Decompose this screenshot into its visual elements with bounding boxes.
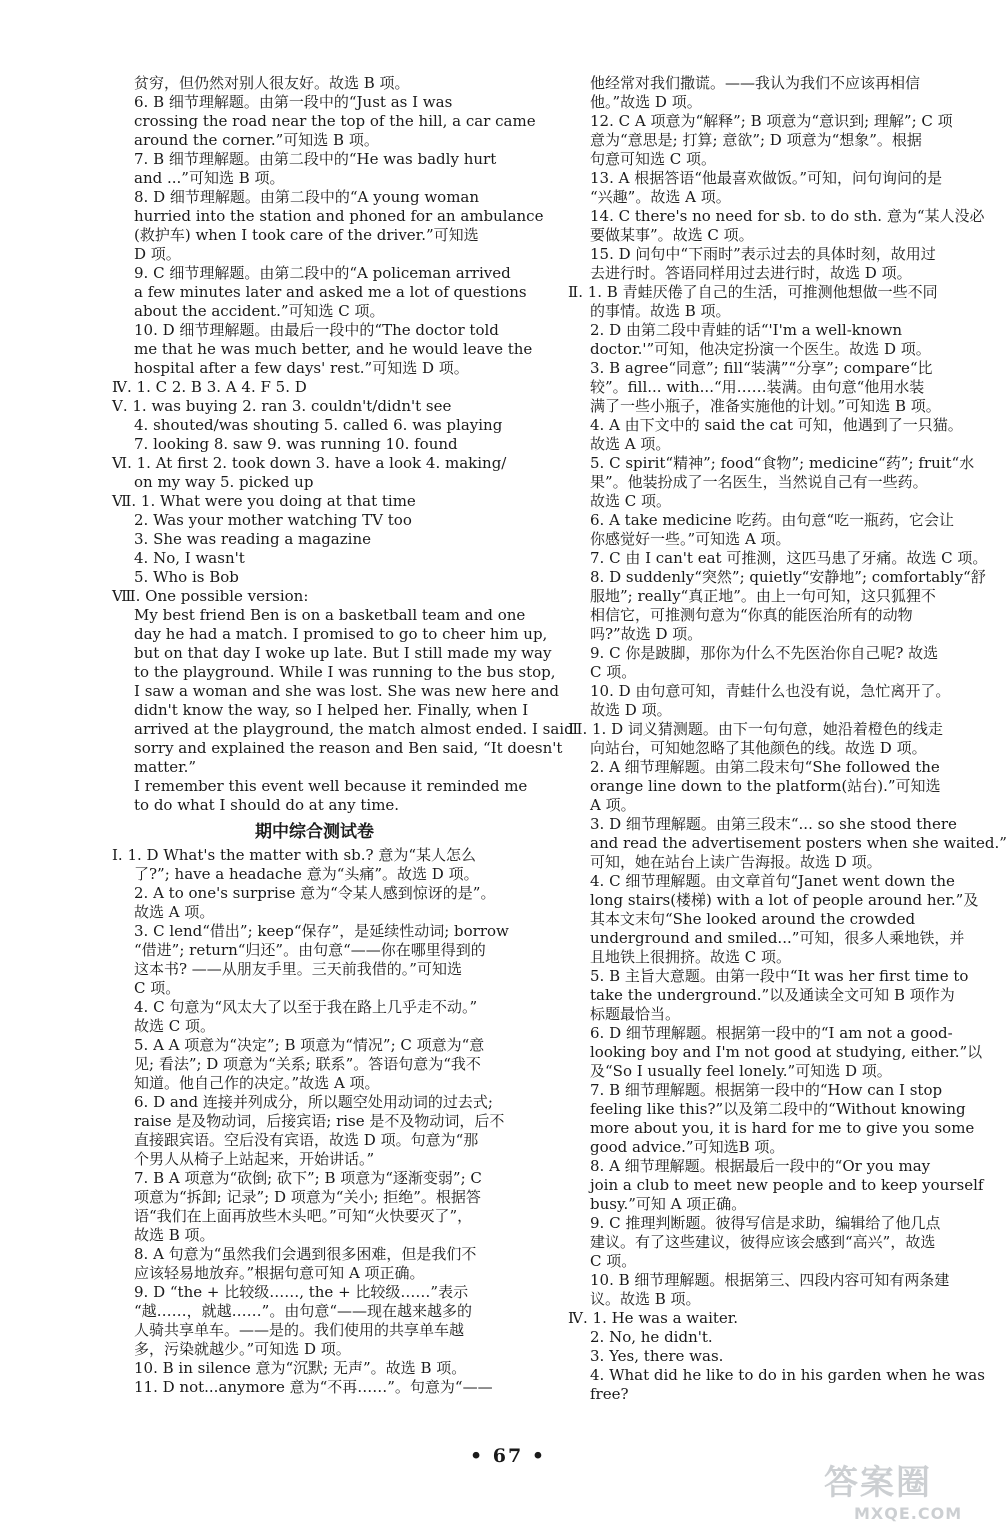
text-line: 6. B 细节理解题。由第一段中的“Just as I was [134, 93, 453, 111]
text-line: (救护车) when I took care of the driver.”可知选 [134, 226, 479, 244]
text-line: and read the advertisement posters when she waited.” [590, 834, 1007, 852]
text-line: 果”。他装扮成了一名医生，当然说自己有一些药。 [590, 473, 928, 491]
section-title: 期中综合测试卷 [255, 822, 374, 842]
text-line: 故选 A 项。 [590, 435, 671, 453]
text-line: about the accident.”可知选 C 项。 [134, 302, 385, 320]
text-line: Ⅲ. 1. D 词义猜测题。由下一句句意，她沿着橙色的线走 [568, 720, 943, 738]
text-line: to the playground. While I was running to the bus stop, [134, 663, 556, 681]
text-line: 了?”; have a headache 意为“头痛”。故选 D 项。 [134, 865, 479, 883]
text-line: 故选 C 项。 [134, 1017, 216, 1035]
text-line: good advice.”可知选B 项。 [590, 1138, 785, 1156]
text-line: 其本文末句“She looked around the crowded [590, 910, 916, 928]
text-line: Ⅴ. 1. was buying 2. ran 3. couldn't/didn't see [112, 397, 452, 415]
text-line: 较”。fill... with...“用……装满。由句意“他用水装 [590, 378, 925, 396]
text-line: 建议。有了这些建议，彼得应该会感到“高兴”，故选 [590, 1233, 936, 1251]
text-line: 7. looking 8. saw 9. was running 10. found [134, 435, 458, 453]
text-line: 语“我们在上面再放些木头吧。”可知“火快要灭了”， [134, 1207, 473, 1225]
text-line: 9. C 细节理解题。由第二段中的“A policeman arrived [134, 264, 511, 282]
text-line: hurried into the station and phoned for an ambulance [134, 207, 544, 225]
watermark-text: 答案圈 [824, 1463, 932, 1503]
text-line: Ⅳ. 1. C 2. B 3. A 4. F 5. D [112, 378, 307, 396]
text-line: 4. No, I wasn't [134, 549, 245, 567]
text-line: 故选 D 项。 [590, 701, 672, 719]
text-line: arrived at the playground, the match almost ended. I said [134, 720, 574, 738]
text-line: doctor.'”可知，他决定扮演一个医生。故选 D 项。 [590, 340, 931, 358]
text-line: 3. C lend“借出”; keep“保存”，是延续性动词; borrow [134, 922, 509, 940]
text-line: 4. shouted/was shouting 5. called 6. was playing [134, 416, 503, 434]
text-line: 5. A A 项意为“决定”; B 项意为“情况”; C 项意为“意 [134, 1036, 485, 1054]
right-column [568, 74, 1007, 1404]
text-line: 向站台，可知她忽略了其他颜色的线。故选 D 项。 [590, 739, 927, 757]
text-line: 见; 看法”; D 项意为“关系; 联系”。答语句意为“我不 [134, 1055, 481, 1073]
text-line: 标题最恰当。 [590, 1005, 681, 1023]
text-line: My best friend Ben is on a basketball team and one [134, 606, 526, 624]
text-line: “兴趣”。故选 A 项。 [590, 188, 731, 206]
text-line: Ⅰ. 1. D What's the matter with sb.? 意为“某人怎么 [112, 846, 476, 864]
text-line: 10. B in silence 意为“沉默; 无声”。故选 B 项。 [134, 1359, 467, 1377]
text-line: 7. B 细节理解题。由第二段中的“He was badly hurt [134, 150, 497, 168]
text-line: 贫穷，但仍然对别人很友好。故选 B 项。 [134, 74, 410, 92]
text-line: 2. Was your mother watching TV too [134, 511, 412, 529]
text-line: but on that day I woke up late. But I still made my way [134, 644, 552, 662]
text-line: 知道。他自己作的决定。”故选 A 项。 [134, 1074, 380, 1092]
text-line: 3. D 细节理解题。由第三段末“... so she stood there [590, 815, 957, 833]
text-line: I remember this event well because it reminded me [134, 777, 528, 795]
text-line: 2. D 由第二段中青蛙的话“'I'm a well-known [590, 321, 903, 339]
text-line: more about you, it is hard for me to give you some [590, 1119, 975, 1137]
text-line: Ⅳ. 1. He was a waiter. [568, 1309, 739, 1327]
text-line: 7. B 细节理解题。根据第一段中的“How can I stop [590, 1081, 943, 1099]
text-line: long stairs(楼梯) with a lot of people around her.”及 [590, 891, 979, 909]
text-line: 句意可知选 C 项。 [590, 150, 717, 168]
text-line: 6. A take medicine 吃药。由句意“吃一瓶药，它会让 [590, 511, 955, 529]
text-line: 7. B A 项意为“砍倒; 砍下”; B 项意为“逐渐变弱”; C [134, 1169, 482, 1187]
text-line: 10. D 细节理解题。由最后一段中的“The doctor told [134, 321, 499, 339]
text-line: 且地铁上很拥挤。故选 C 项。 [590, 948, 792, 966]
left-column [112, 74, 574, 1397]
text-line: A 项。 [590, 796, 636, 814]
text-line: 5. C spirit“精神”; food“食物”; medicine“药”; fruit“水 [590, 454, 975, 472]
text-line: 11. D not...anymore 意为“不再……”。句意为“—— [134, 1378, 493, 1396]
page-number: • 67 • [470, 1445, 546, 1467]
text-line: 故选 A 项。 [134, 903, 215, 921]
text-line: 9. D “the + 比较级……, the + 比较级……”表示 [134, 1283, 469, 1301]
text-line: 故选 B 项。 [134, 1226, 215, 1244]
text-line: raise 是及物动词，后接宾语; rise 是不及物动词，后不 [134, 1112, 505, 1130]
text-line: 15. D 问句中“下雨时”表示过去的具体时刻，故用过 [590, 245, 936, 263]
text-line: 9. C 你是跛脚，那你为什么不先医治你自己呢? 故选 [590, 644, 939, 662]
text-line: 直接跟宾语。空后没有宾语，故选 D 项。句意为“那 [134, 1131, 479, 1149]
text-line: 故选 C 项。 [590, 492, 672, 510]
text-line: “借进”; return“归还”。由句意“——你在哪里得到的 [134, 941, 486, 959]
text-line: a few minutes later and asked me a lot of questions [134, 283, 527, 301]
text-line: 相信它，可推测句意为“你真的能医治所有的动物 [590, 606, 913, 624]
text-line: free? [590, 1385, 629, 1403]
text-line: 10. D 由句意可知，青蛙什么也没有说，急忙离开了。 [590, 682, 951, 700]
text-line: crossing the road near the top of the hill, a car came [134, 112, 536, 130]
text-line: 3. B agree“同意”; fill“装满”“分享”; compare“比 [590, 359, 933, 377]
text-line: 14. C there's no need for sb. to do sth. 意为“某人没必 [590, 207, 985, 225]
text-line: 可知，她在站台上读广告海报。故选 D 项。 [590, 853, 882, 871]
left-answers-block-1 [112, 74, 574, 815]
text-line: 4. C 句意为“风太大了以至于我在路上几乎走不动。” [134, 998, 478, 1016]
text-line: 7. C 由 I can't eat 可推测，这匹马患了牙痛。故选 C 项。 [590, 549, 988, 567]
text-line: around the corner.”可知选 B 项。 [134, 131, 379, 149]
text-line: 服地”; really“真正地”。由上一句可知，这只狐狸不 [590, 587, 936, 605]
text-line: take the underground.”以及通读全文可知 B 项作为 [590, 986, 955, 1004]
text-line: Ⅵ. 1. At first 2. took down 3. have a look 4. making/ [112, 454, 507, 472]
text-line: 5. B 主旨大意题。由第一段中“It was her first time to [590, 967, 969, 985]
text-line: 这本书? ——从朋友手里。三天前我借的。”可知选 [134, 960, 462, 978]
text-line: didn't know the way, so I helped her. Finally, when I [134, 701, 529, 719]
text-line: 5. Who is Bob [134, 568, 239, 586]
text-line: 2. A to one's surprise 意为“令某人感到惊讶的是”。 [134, 884, 496, 902]
text-line: I saw a woman and she was lost. She was new here and [134, 682, 559, 700]
left-answers-block-2 [112, 846, 517, 1397]
text-line: sorry and explained the reason and Ben said, “It doesn't [134, 739, 563, 757]
text-line: feeling like this?”以及第二段中的“Without knowing [590, 1100, 966, 1118]
text-line: 议。故选 B 项。 [590, 1290, 701, 1308]
text-line: underground and smiled...”可知，很多人乘地铁，并 [590, 929, 965, 947]
text-line: 他。”故选 D 项。 [590, 93, 702, 111]
text-line: 13. A 根据答语“他最喜欢做饭。”可知，问句询问的是 [590, 169, 943, 187]
text-line: 应该轻易地放弃。”根据句意可知 A 项正确。 [134, 1264, 425, 1282]
text-line: orange line down to the platform(站台).”可知选 [590, 777, 941, 795]
text-line: 2. No, he didn't. [590, 1328, 713, 1346]
text-line: 多，污染就越少。”可知选 D 项。 [134, 1340, 351, 1358]
text-line: 4. C 细节理解题。由文章首句“Janet went down the [590, 872, 955, 890]
text-line: 及“So I usually feel lonely.”可知选 D 项。 [590, 1062, 892, 1080]
text-line: C 项。 [134, 979, 181, 997]
text-line: me that he was much better, and he would leave the [134, 340, 533, 358]
text-line: Ⅷ. One possible version: [112, 587, 309, 605]
text-line: Ⅱ. 1. B 青蛙厌倦了自己的生活，可推测他想做一些不同 [568, 283, 938, 301]
text-line: matter.” [134, 758, 197, 776]
text-line: 10. B 细节理解题。根据第三、四段内容可知有两条建 [590, 1271, 950, 1289]
text-line: on my way 5. picked up [134, 473, 314, 491]
text-line: 项意为“拆卸; 记录”; D 项意为“关小; 拒绝”。根据答 [134, 1188, 481, 1206]
text-line: 去进行时。答语同样用过去进行时，故选 D 项。 [590, 264, 912, 282]
text-line: C 项。 [590, 1252, 637, 1270]
text-line: 6. D 细节理解题。根据第一段中的“I am not a good- [590, 1024, 953, 1042]
text-line: 6. D and 连接并列成分，所以题空处用动词的过去式; [134, 1093, 493, 1111]
text-line: 你感觉好一些。”可知选 A 项。 [590, 530, 791, 548]
text-line: 人骑共享单车。——是的。我们使用的共享单车越 [134, 1321, 465, 1339]
text-line: 满了一些小瓶子，准备实施他的计划。”可知选 B 项。 [590, 397, 941, 415]
text-line: Ⅶ. 1. What were you doing at that time [112, 492, 416, 510]
text-line: 12. C A 项意为“解释”; B 项意为“意识到; 理解”; C 项 [590, 112, 953, 130]
text-line: 2. A 细节理解题。由第二段末句“She followed the [590, 758, 940, 776]
text-line: 意为“意思是; 打算; 意欲”; D 项意为“想象”。根据 [590, 131, 922, 149]
text-line: 8. A 句意为“虽然我们会遇到很多困难，但是我们不 [134, 1245, 477, 1263]
text-line: C 项。 [590, 663, 637, 681]
text-line: 个男人从椅子上站起来，开始讲话。” [134, 1150, 375, 1168]
text-line: hospital after a few days' rest.”可知选 D 项。 [134, 359, 469, 377]
text-line: busy.”可知 A 项正确。 [590, 1195, 747, 1213]
text-line: 的事情。故选 B 项。 [590, 302, 731, 320]
text-line: 9. C 推理判断题。彼得写信是求助，编辑给了他几点 [590, 1214, 941, 1232]
text-line: and ...”可知选 B 项。 [134, 169, 285, 187]
text-line: 4. A 由下文中的 said the cat 可知，他遇到了一只猫。 [590, 416, 963, 434]
text-line: 8. A 细节理解题。根据最后一段中的“Or you may [590, 1157, 931, 1175]
text-line: 他经常对我们撒谎。——我认为我们不应该再相信 [590, 74, 921, 92]
text-line: 4. What did he like to do in his garden when he was [590, 1366, 985, 1384]
text-line: to do what I should do at any time. [134, 796, 400, 814]
text-line: 8. D suddenly“突然”; quietly“安静地”; comfortably“舒 [590, 568, 986, 586]
text-line: 3. She was reading a magazine [134, 530, 371, 548]
text-line: looking boy and I'm not good at studying, either.”以 [590, 1043, 983, 1061]
text-line: 3. Yes, there was. [590, 1347, 724, 1365]
text-line: 8. D 细节理解题。由第二段中的“A young woman [134, 188, 480, 206]
right-answers-block [568, 74, 1007, 1404]
text-line: D 项。 [134, 245, 181, 263]
watermark-logo [824, 1455, 994, 1523]
text-line: 吗?”故选 D 项。 [590, 625, 703, 643]
text-line: join a club to meet new people and to keep yourself [590, 1176, 984, 1194]
text-line: “越……，就越……”。由句意“——现在越来越多的 [134, 1302, 473, 1320]
watermark-url: MXQE.COM [854, 1504, 963, 1523]
text-line: day he had a match. I promised to go to cheer him up, [134, 625, 548, 643]
text-line: 要做某事”。故选 C 项。 [590, 226, 754, 244]
